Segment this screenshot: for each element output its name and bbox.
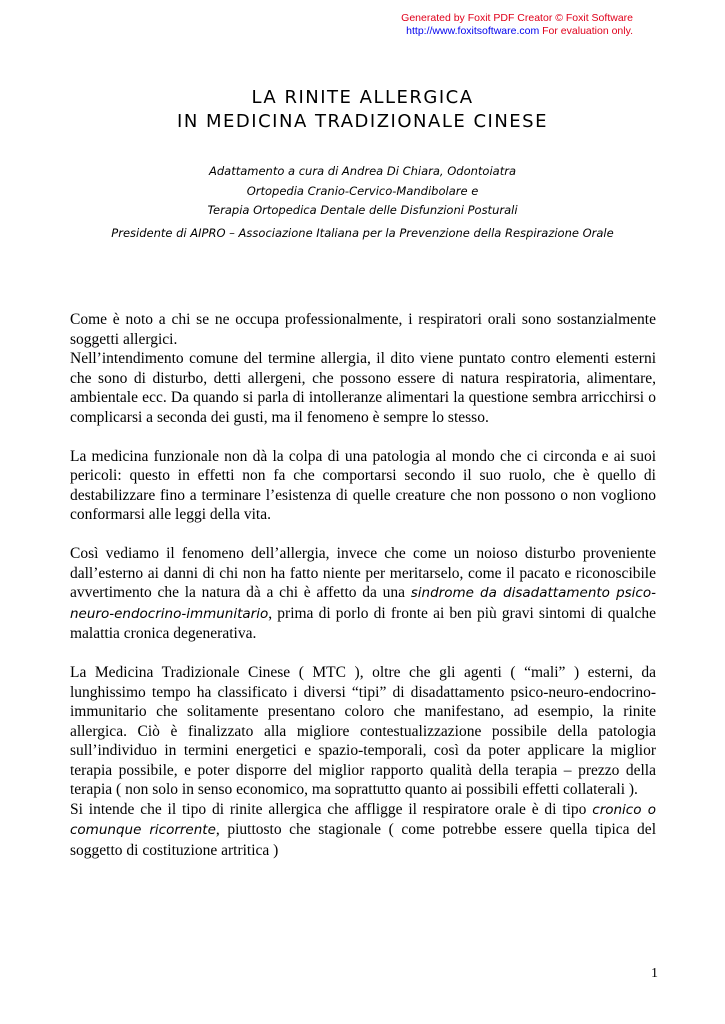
- paragraph-2: Nell’intendimento comune del termine allergia, il dito viene puntato contro elementi esterni che sono di disturbo, detti allergeni, che possono essere di natura respiratoria, alimentare, ambientale ecc. Da quando si parla di intolleranze alimentari la questione sembra arricchirsi o complicarsi a seconda dei gusti, ma il fenomeno è sempre lo stesso.: [70, 350, 656, 426]
- title-line-2: IN MEDICINA TRADIZIONALE CINESE: [177, 111, 548, 132]
- paragraph-6-emphasis: cronico o comunque ricorrente: [70, 801, 656, 838]
- foxit-url-link[interactable]: http://www.foxitsoftware.com: [406, 24, 540, 37]
- paragraph-4-text-a: Così vediamo il fenomeno dell’allergia, invece che come un noioso disturbo proveniente dall’esterno ai danni di chi non ha fatto niente per meritarselo, come il pacato e riconoscibile avvertimento che la natura dà a chi è affetto da una: [70, 545, 656, 601]
- page-number: 1: [651, 966, 658, 981]
- paragraph-4-emphasis: sindrome da disadattamento psico-neuro-endocrino-immunitario: [70, 585, 656, 622]
- president-affiliation: Presidente di AIPRO – Associazione Italiana per la Prevenzione della Respirazione Orale: [111, 226, 614, 240]
- author-line-3: Terapia Ortopedica Dentale delle Disfunzioni Posturali: [207, 203, 518, 217]
- watermark-evaluation-note: For evaluation only.: [542, 24, 633, 37]
- watermark-link-line: [313, 25, 633, 38]
- pdf-creator-watermark: [313, 12, 633, 37]
- paragraph-4: [70, 544, 656, 644]
- author-credits: [70, 162, 655, 221]
- author-line-1: Adattamento a cura di Andrea Di Chiara, Odontoiatra: [208, 164, 516, 178]
- document-body: [70, 310, 656, 860]
- paragraph-1: Come è noto a chi se ne occupa professionalmente, i respiratori orali sono sostanzialmente soggetti allergici.: [70, 311, 656, 348]
- paragraph-3: La medicina funzionale non dà la colpa di una patologia al mondo che ci circonda e ai suoi pericoli: questo in effetti non fa che comportarsi secondo il suo ruolo, che è quello di destabilizzare fino a terminare l’esistenza di quelle creature che non possono o non vogliono conformarsi alle leggi della vita.: [70, 447, 656, 523]
- paragraph-5: La Medicina Tradizionale Cinese ( MTC ), oltre che gli agenti ( “mali” ) esterni, da lunghissimo tempo ha classificato i diversi “tipi” di disadattamento psico-neuro-endocrino-immunitario che solitamente presentano coloro che manifestano, ad esempio, la rinite allergica. Ciò è finalizzato alla migliore contestualizzazione possibile della patologia sull’individuo in termini energetici e spazio-temporali, così da poter applicare la miglior terapia possibile, e poter disporre del miglior rapporto qualità della terapia – prezzo della terapia ( non solo in senso economico, ma soprattutto quanto ai possibili effetti collaterali ).: [70, 664, 656, 798]
- paragraph-6: [70, 800, 656, 861]
- author-line-2: Ortopedia Cranio-Cervico-Mandibolare e: [246, 183, 479, 198]
- paragraph-4-text-b: , prima di porlo di fronte ai ben più gravi sintomi di qualche malattia cronica degenerativa.: [70, 604, 656, 642]
- watermark-line: Generated by Foxit PDF Creator © Foxit Software: [401, 12, 633, 24]
- document-title: [70, 86, 655, 134]
- title-line-1: LA RINITE ALLERGICA: [251, 87, 474, 108]
- paragraph-6-text-a: Si intende che il tipo di rinite allergica che affligge il respiratore orale è di tipo: [70, 800, 593, 818]
- paragraph-6-text-b: , piuttosto che stagionale ( come potrebbe essere quella tipica del soggetto di costituzione artritica ): [70, 821, 656, 859]
